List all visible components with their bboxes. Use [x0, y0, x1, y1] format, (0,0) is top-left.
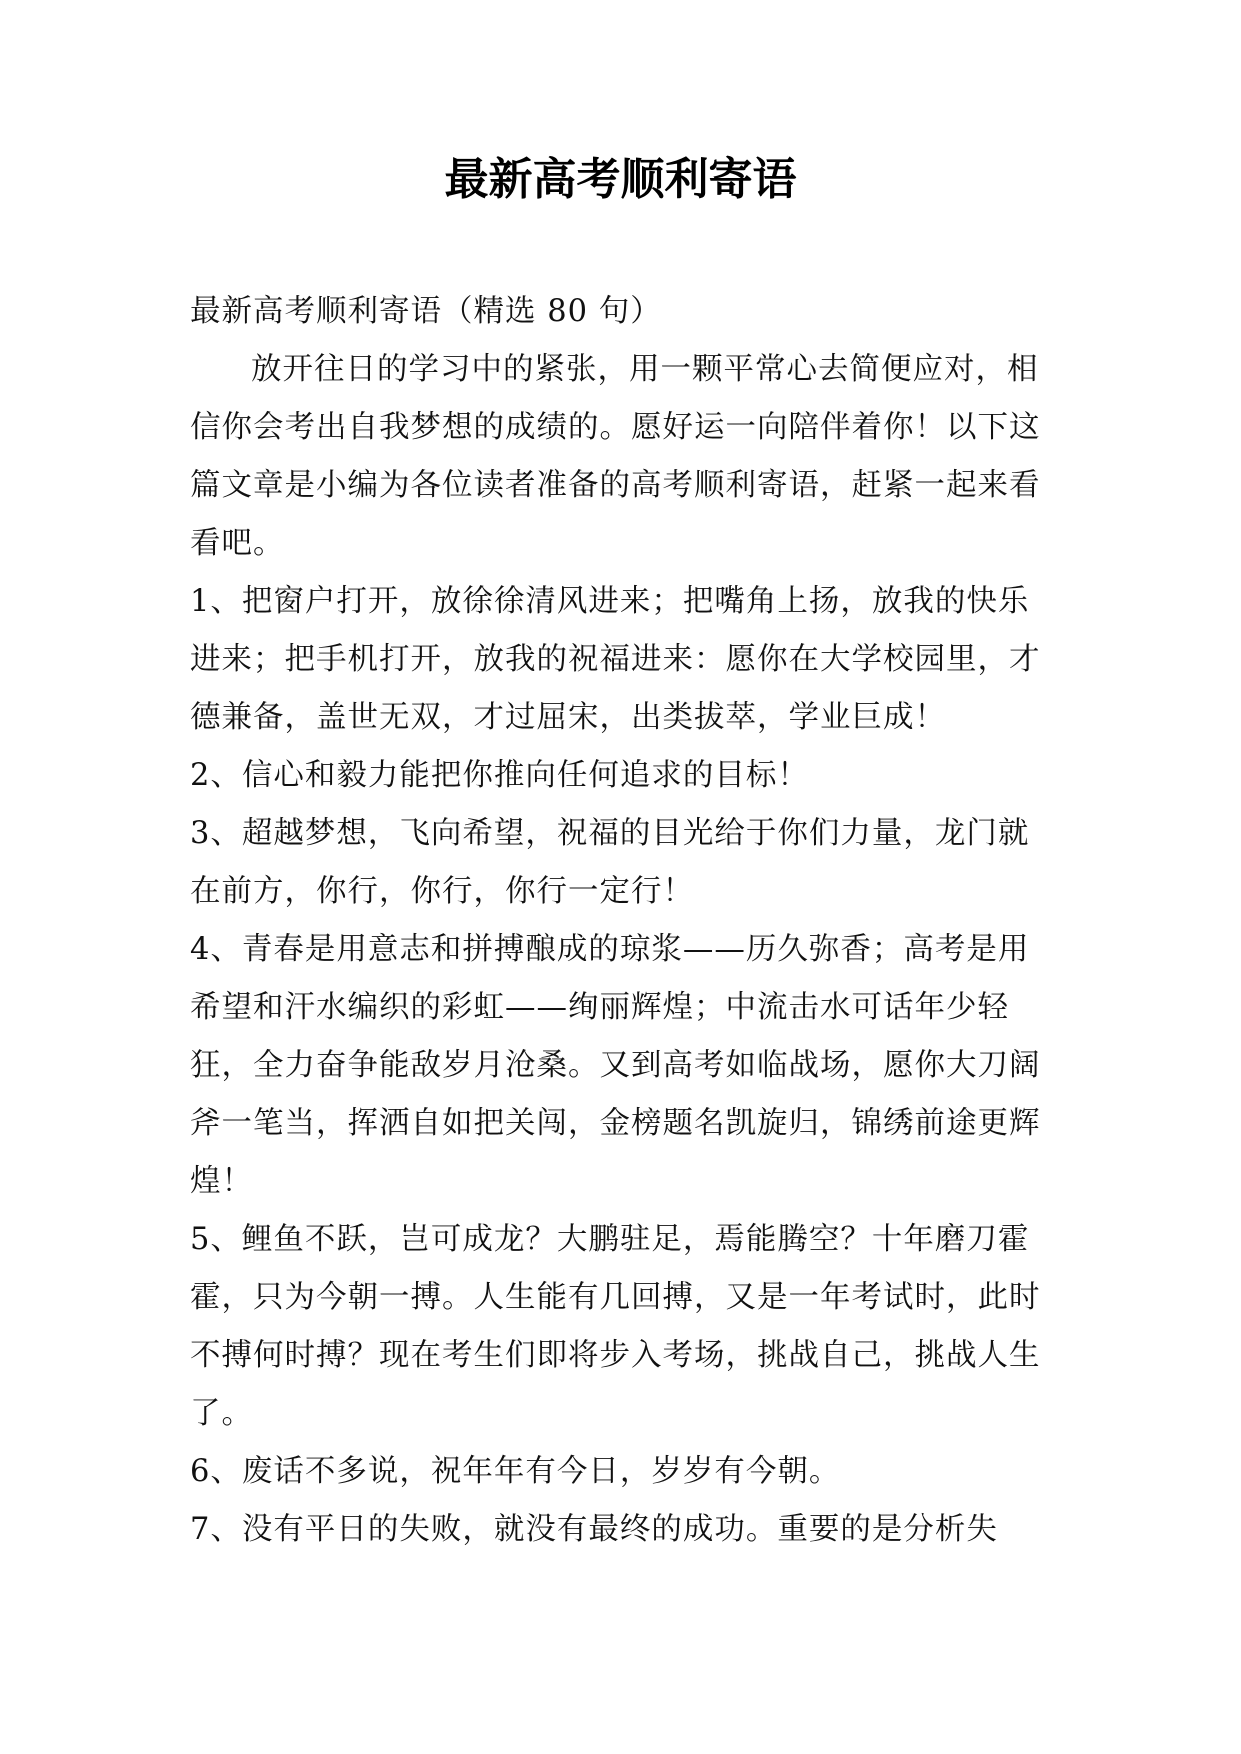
list-item: 7、没有平日的失败，就没有最终的成功。重要的是分析失 [190, 1512, 998, 1547]
list-item: 5、鲤鱼不跃，岂可成龙？大鹏驻足，焉能腾空？十年磨刀霍霍，只为今朝一搏。人生能有几回搏，又是一年考试时，此时不搏何时搏？现在考生们即将步入考场，挑战自己，挑战人生了。 [190, 1222, 1041, 1431]
document-subtitle: 最新高考顺利寄语（精选 80 句） [190, 294, 662, 329]
document-title: 最新高考顺利寄语 [444, 154, 797, 205]
document-body [190, 283, 1060, 1559]
list-item: 6、废话不多说，祝年年有今日，岁岁有今朝。 [190, 1454, 841, 1489]
list-item: 2、信心和毅力能把你推向任何追求的目标！ [190, 758, 809, 793]
list-item: 1、把窗户打开，放徐徐清风进来；把嘴角上扬，放我的快乐进来；把手机打开，放我的祝福进来：愿你在大学校园里，才德兼备，盖世无双，才过屈宋，出类拔萃，学业巨成！ [190, 584, 1041, 735]
list-item: 4、青春是用意志和拼搏酿成的琼浆——历久弥香；高考是用希望和汗水编织的彩虹——绚丽辉煌；中流击水可话年少轻狂，全力奋争能敌岁月沧桑。又到高考如临战场，愿你大刀阔斧一笔当，挥洒自如把关闯，金榜题名凯旋归，锦绣前途更辉煌！ [190, 932, 1041, 1199]
intro-paragraph: 放开往日的学习中的紧张，用一颗平常心去简便应对，相信你会考出自我梦想的成绩的。愿好运一向陪伴着你！以下这篇文章是小编为各位读者准备的高考顺利寄语，赶紧一起来看看吧。 [190, 352, 1041, 561]
list-item: 3、超越梦想，飞向希望，祝福的目光给于你们力量，龙门就在前方，你行，你行，你行一定行！ [190, 816, 1030, 909]
